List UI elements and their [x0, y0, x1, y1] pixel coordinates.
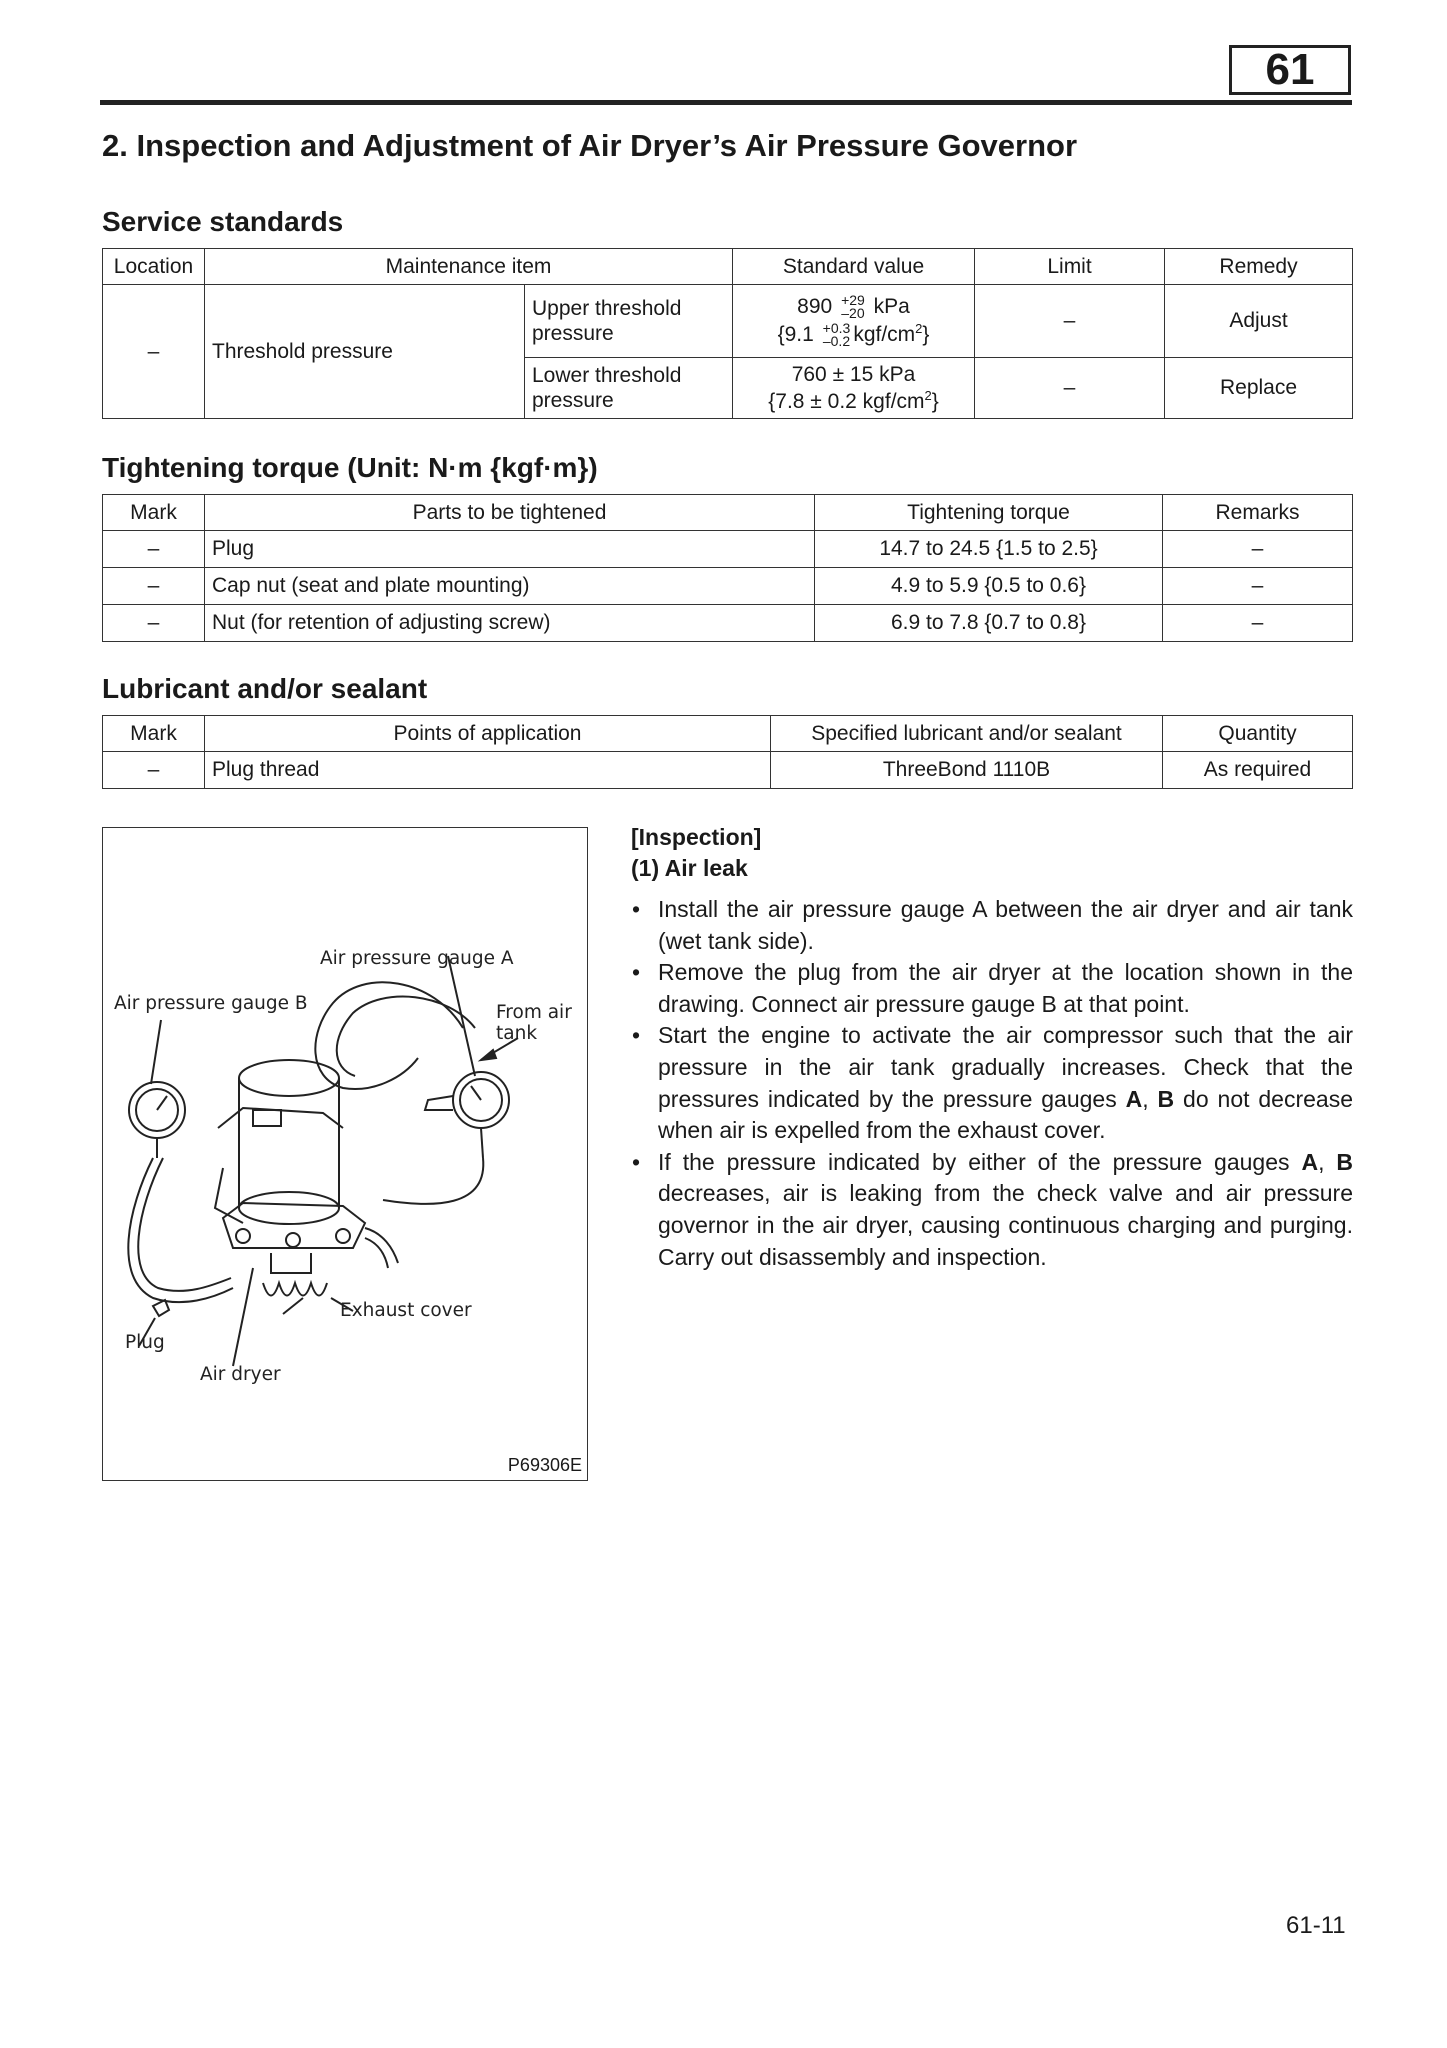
tightening-torque-table	[102, 494, 1353, 642]
table-row: – Cap nut (seat and plate mounting) 4.9 to 5.9 {0.5 to 0.6} –	[103, 568, 1353, 605]
remedy-lower: Replace	[1165, 358, 1353, 419]
alt-open: {9.1	[777, 322, 814, 346]
alt-unit: kgf/cm	[853, 322, 916, 346]
service-standards-table	[102, 248, 1353, 419]
list-item: • If the pressure indicated by either of the pressure gauges A, B decreases, air is leaking from the check valve and air pressure governor in the air dryer, causing continuous charging and purging. Carry out disassembly and inspection.	[631, 1147, 1353, 1273]
air-dryer-icon	[239, 1060, 339, 1096]
top-rule	[100, 100, 1352, 105]
exhaust-cover-icon	[271, 1253, 311, 1273]
limit-upper: –	[975, 285, 1165, 358]
label-from-air-1: From air	[496, 1002, 572, 1023]
air-dryer-diagram	[102, 827, 588, 1481]
value-tolerance: +29 –20	[841, 291, 865, 322]
inspection-section	[631, 822, 1353, 1273]
header-specified: Specified lubricant and/or sealant	[771, 716, 1163, 752]
lubricant-title: Lubricant and/or sealant	[102, 673, 428, 704]
subitem-lower: Lower threshold pressure	[525, 358, 733, 419]
header-mark: Mark	[103, 716, 205, 752]
header-quantity: Quantity	[1163, 716, 1353, 752]
alt-exp: 2	[915, 320, 923, 336]
header-remarks: Remarks	[1163, 495, 1353, 531]
location-cell: –	[103, 285, 205, 419]
air-dryer-drawing	[103, 828, 589, 1482]
remedy-upper: Adjust	[1165, 285, 1353, 358]
table-row: – Plug thread ThreeBond 1110B As required	[103, 752, 1353, 789]
lubricant-table	[102, 715, 1353, 789]
tightening-torque-title: Tightening torque (Unit: N·m {kgf·m})	[102, 452, 598, 483]
alt-close: }	[922, 322, 930, 346]
subitem-upper: Upper threshold pressure	[525, 285, 733, 358]
inspection-list	[631, 894, 1353, 1273]
label-from-air-2: tank	[496, 1023, 538, 1044]
limit-lower: –	[975, 358, 1165, 419]
table-row: – Plug 14.7 to 24.5 {1.5 to 2.5} –	[103, 531, 1353, 568]
header-maintenance-item: Maintenance item	[205, 249, 733, 285]
header-standard-value: Standard value	[733, 249, 975, 285]
header-torque: Tightening torque	[815, 495, 1163, 531]
page-badge: 61	[1229, 45, 1351, 95]
alt-tolerance: +0.3 –0.2	[822, 319, 851, 349]
standard-value-lower: 760 ± 15 kPa {7.8 ± 0.2 kgf/$cm^2$}	[733, 358, 975, 419]
table-row: – Nut (for retention of adjusting screw) 6.9 to 7.8 {0.7 to 0.8} –	[103, 605, 1353, 642]
header-mark: Mark	[103, 495, 205, 531]
label-plug: Plug	[125, 1332, 165, 1353]
standard-value-upper	[733, 285, 975, 358]
label-air-dryer: Air dryer	[200, 1364, 281, 1385]
header-parts: Parts to be tightened	[205, 495, 815, 531]
label-exhaust-cover: Exhaust cover	[340, 1300, 472, 1321]
air-leak-subheading: (1) Air leak	[631, 855, 748, 881]
service-standards-title: Service standards	[102, 206, 344, 237]
header-limit: Limit	[975, 249, 1165, 285]
page-number: 61-11	[1286, 1912, 1346, 1939]
list-item: • Start the engine to activate the air compressor such that the air pressure in the air tank gradually increases. Check that the pressures indicated by the pressure gauges A, B do not decrease when air is expelled from the exhaust cover.	[631, 1020, 1353, 1146]
value-unit: kPa	[873, 294, 910, 318]
figure-code: P69306E	[507, 1455, 582, 1475]
header-location: Location	[103, 249, 205, 285]
item-cell: Threshold pressure	[205, 285, 525, 419]
inspection-heading: [Inspection]	[631, 824, 762, 850]
list-item: • Remove the plug from the air dryer at the location shown in the drawing. Connect air pressure gauge B at that point.	[631, 957, 1353, 1020]
plug-icon	[153, 1300, 169, 1316]
header-points: Points of application	[205, 716, 771, 752]
label-gauge-b: Air pressure gauge B	[114, 993, 308, 1014]
list-item: • Install the air pressure gauge A between the air dryer and air tank (wet tank side).	[631, 894, 1353, 957]
header-remedy: Remedy	[1165, 249, 1353, 285]
value-base: 890	[797, 294, 833, 318]
label-gauge-a: Air pressure gauge A	[320, 948, 514, 969]
section-title: 2. Inspection and Adjustment of Air Dryer’s Air Pressure Governor	[102, 128, 1078, 163]
